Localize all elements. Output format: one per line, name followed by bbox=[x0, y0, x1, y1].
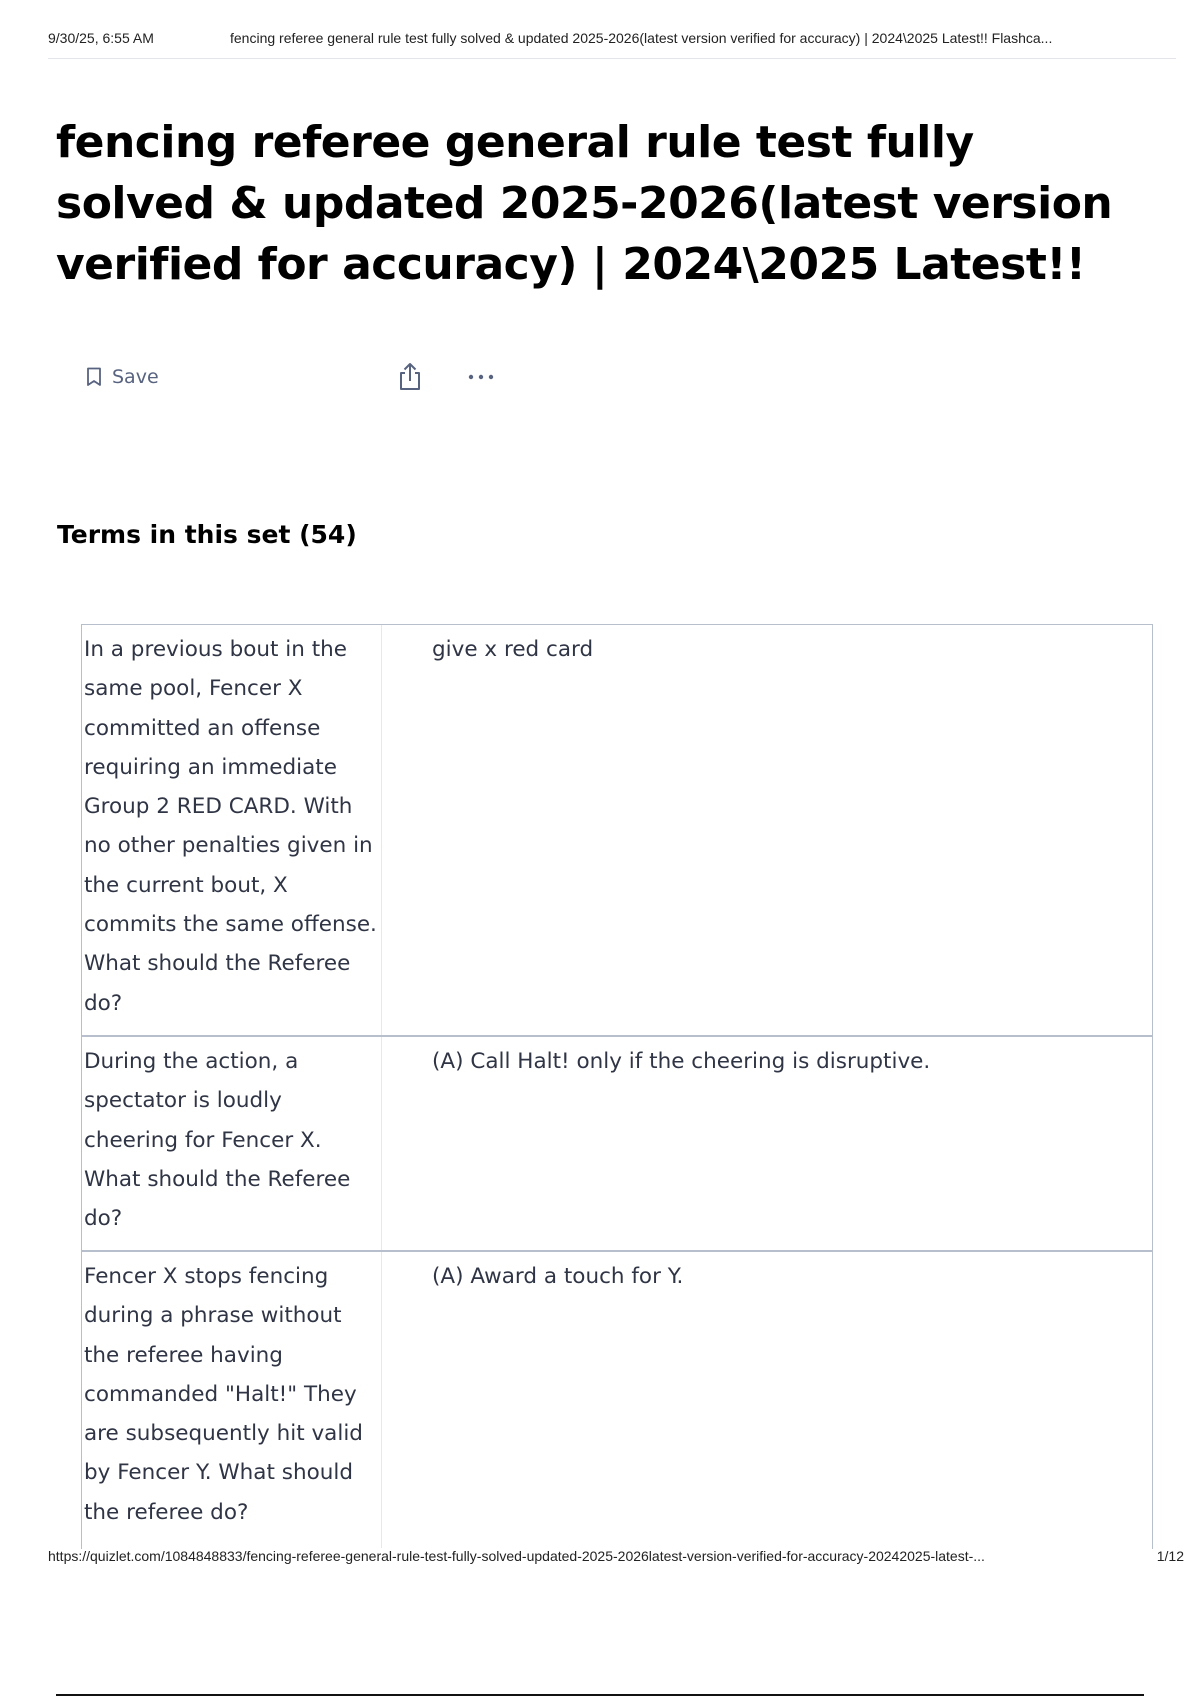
term-row bbox=[82, 1037, 1152, 1252]
print-url[interactable]: https://quizlet.com/1084848833/fencing-referee-general-rule-test-fully-solved-updated-2025-2026latest-version-verified-for-accuracy-20242025-latest-... bbox=[48, 1548, 985, 1564]
print-doc-title: fencing referee general rule test fully solved & updated 2025-2026(latest version verified for accuracy) | 2024\2025 Latest!! Flashca... bbox=[230, 30, 1053, 46]
page-number: 1/12 bbox=[1156, 1548, 1184, 1564]
share-button[interactable] bbox=[396, 362, 424, 396]
definition-text: (A) Call Halt! only if the cheering is disruptive. bbox=[432, 1049, 931, 1074]
save-label: Save bbox=[112, 366, 159, 388]
bookmark-icon bbox=[86, 367, 102, 387]
save-button[interactable] bbox=[86, 360, 159, 394]
definition-text: (A) Award a touch for Y. bbox=[432, 1264, 684, 1289]
term-text: During the action, a spectator is loudly cheering for Fencer X. What should the Referee do? bbox=[82, 1037, 382, 1250]
terms-table bbox=[81, 624, 1153, 1549]
page-divider bbox=[56, 1694, 1144, 1696]
term-text: Fencer X stops fencing during a phrase without the referee having commanded "Halt!" They are subsequently hit valid by Fencer Y. What should the referee do? bbox=[82, 1252, 382, 1548]
print-footer bbox=[48, 1548, 1184, 1572]
terms-heading: Terms in this set (54) bbox=[57, 520, 357, 549]
more-options-button[interactable] bbox=[466, 362, 496, 396]
definition-text: give x red card bbox=[432, 637, 594, 662]
page-title: fencing referee general rule test fully solved & updated 2025-2026(latest version verified for accuracy) | 2024\2025 Latest!! bbox=[56, 117, 1113, 290]
set-toolbar bbox=[86, 360, 526, 394]
print-date: 9/30/25, 6:55 AM bbox=[48, 30, 154, 46]
more-horizontal-icon bbox=[466, 377, 496, 396]
term-row bbox=[82, 625, 1152, 1037]
term-text: In a previous bout in the same pool, Fencer X committed an offense requiring an immediate Group 2 RED CARD. With no other penalties given in the current bout, X commits the same offense. What should the Referee do? bbox=[82, 625, 382, 1035]
term-row bbox=[82, 1252, 1152, 1548]
print-header bbox=[48, 30, 1176, 59]
share-icon bbox=[396, 377, 424, 396]
